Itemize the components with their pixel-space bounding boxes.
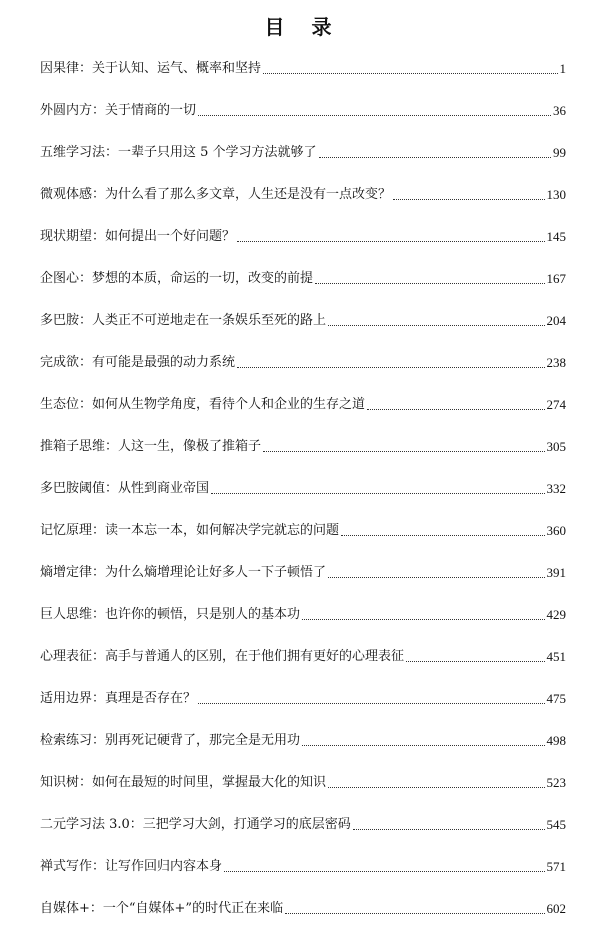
toc-entry-page: 475 [546, 691, 566, 706]
dot-leader [224, 871, 544, 872]
dot-leader [198, 115, 551, 116]
toc-entry-page: 99 [553, 145, 566, 160]
toc-entry[interactable] [40, 898, 566, 920]
dot-leader [328, 577, 544, 578]
dot-leader [393, 199, 544, 200]
dot-leader [367, 409, 544, 410]
dot-leader [315, 283, 544, 284]
toc-entry-page: 305 [546, 439, 566, 454]
toc-entry-page: 498 [546, 733, 566, 748]
toc-entry-page: 602 [546, 901, 566, 916]
toc-entry[interactable] [40, 436, 566, 458]
toc-entry-title: 多巴胺：人类正不可逆地走在一条娱乐至死的路上 [40, 313, 327, 328]
toc-entry-title: 知识树：如何在最短的时间里，掌握最大化的知识 [40, 775, 327, 790]
toc-entry-page: 238 [546, 355, 566, 370]
dot-leader [237, 241, 544, 242]
toc-entry-page: 130 [546, 187, 566, 202]
toc-entry[interactable] [40, 730, 566, 752]
toc-entry[interactable] [40, 814, 566, 836]
toc-entry[interactable] [40, 226, 566, 248]
toc-entry-page: 571 [546, 859, 566, 874]
toc-entry-title: 现状期望：如何提出一个好问题？ [40, 229, 236, 244]
toc-entry[interactable] [40, 310, 566, 332]
toc-entry[interactable] [40, 604, 566, 626]
toc-entry[interactable] [40, 352, 566, 374]
toc-entry[interactable] [40, 478, 566, 500]
dot-leader [237, 367, 544, 368]
toc-entry-page: 360 [546, 523, 566, 538]
toc-entry-title: 生态位：如何从生物学角度，看待个人和企业的生存之道 [40, 397, 366, 412]
dot-leader [319, 157, 551, 158]
dot-leader [302, 619, 544, 620]
toc-entry-title: 外圆内方：关于情商的一切 [40, 103, 197, 118]
dot-leader [328, 787, 544, 788]
page-title: 目 录 [264, 15, 342, 39]
toc-entry-page: 1 [559, 61, 566, 76]
dot-leader [211, 493, 544, 494]
toc-entry-title: 五维学习法：一辈子只用这 5 个学习方法就够了 [40, 145, 317, 160]
toc-entry[interactable] [40, 772, 566, 794]
toc-entry[interactable] [40, 646, 566, 668]
toc-entry[interactable] [40, 100, 566, 122]
toc-entry-page: 545 [546, 817, 566, 832]
toc-entry[interactable] [40, 562, 566, 584]
toc-entry-page: 451 [546, 649, 566, 664]
dot-leader [302, 745, 544, 746]
toc-entry-title: 微观体感：为什么看了那么多文章，人生还是没有一点改变？ [40, 187, 392, 202]
toc-entry-page: 204 [546, 313, 566, 328]
toc-entry-title: 记忆原理：读一本忘一本，如何解决学完就忘的问题 [40, 523, 340, 538]
dot-leader [285, 913, 544, 914]
toc-entry-page: 429 [546, 607, 566, 622]
toc-entry-page: 523 [546, 775, 566, 790]
toc-entry-title: 企图心：梦想的本质，命运的一切，改变的前提 [40, 271, 314, 286]
toc-entry-title: 巨人思维：也许你的顿悟，只是别人的基本功 [40, 607, 301, 622]
dot-leader [406, 661, 544, 662]
toc-entry-title: 完成欲：有可能是最强的动力系统 [40, 355, 236, 370]
dot-leader [341, 535, 544, 536]
dot-leader [353, 829, 545, 830]
toc-entry-title: 检索练习：别再死记硬背了，那完全是无用功 [40, 733, 301, 748]
toc-entry[interactable] [40, 268, 566, 290]
toc-entry[interactable] [40, 58, 566, 80]
dot-leader [198, 703, 544, 704]
toc-entry-page: 36 [553, 103, 566, 118]
toc-entry-title: 自媒体+：一个“自媒体+”的时代正在来临 [40, 901, 284, 916]
toc-entry[interactable] [40, 856, 566, 878]
toc-entry-page: 391 [546, 565, 566, 580]
toc-entry-title: 禅式写作：让写作回归内容本身 [40, 859, 223, 874]
toc-entry-page: 332 [546, 481, 566, 496]
toc-entry-title: 二元学习法 3.0：三把学习大剑，打通学习的底层密码 [40, 817, 351, 832]
toc-entry-title: 多巴胺阈值：从性到商业帝国 [40, 481, 210, 496]
dot-leader [263, 73, 557, 74]
toc-entry[interactable] [40, 142, 566, 164]
toc-entry-page: 274 [546, 397, 566, 412]
toc-entry-title: 推箱子思维：人这一生，像极了推箱子 [40, 439, 262, 454]
toc-entry[interactable] [40, 520, 566, 542]
toc-entry[interactable] [40, 184, 566, 206]
toc-entry-page: 145 [546, 229, 566, 244]
toc-entry-title: 适用边界：真理是否存在？ [40, 691, 197, 706]
dot-leader [263, 451, 544, 452]
toc-entry[interactable] [40, 688, 566, 710]
toc-entry-title: 心理表征：高手与普通人的区别，在于他们拥有更好的心理表征 [40, 649, 405, 664]
toc-entry[interactable] [40, 394, 566, 416]
toc-entry-title: 熵增定律：为什么熵增理论让好多人一下子顿悟了 [40, 565, 327, 580]
toc-entry-page: 167 [546, 271, 566, 286]
toc-entry-title: 因果律：关于认知、运气、概率和坚持 [40, 61, 262, 76]
dot-leader [328, 325, 544, 326]
